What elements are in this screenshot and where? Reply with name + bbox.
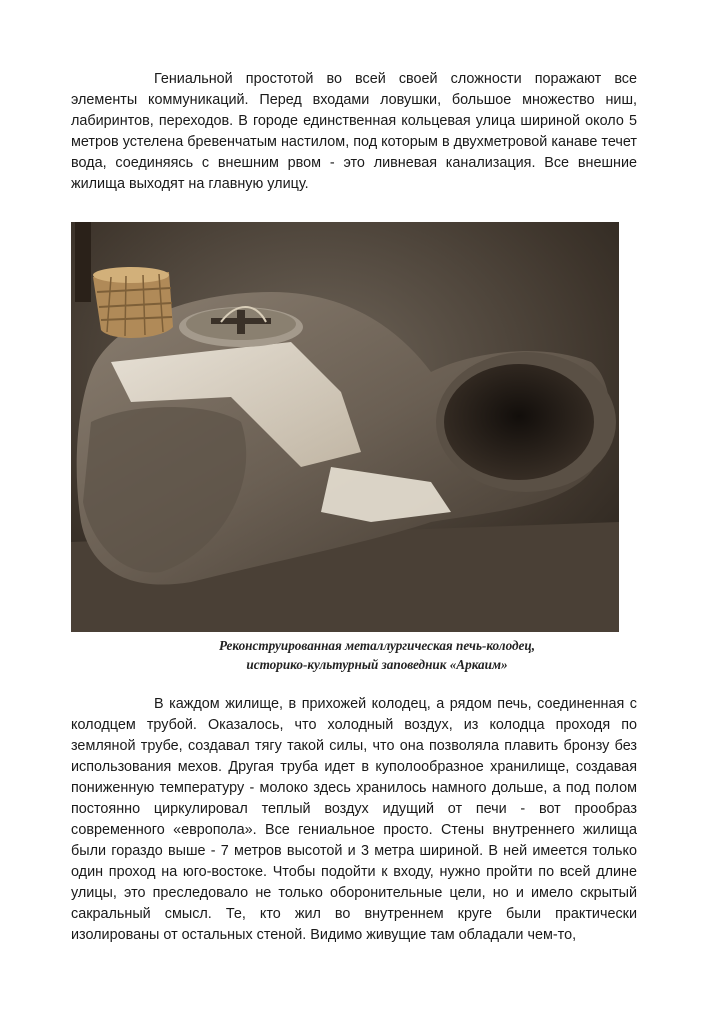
furnace-well-photo (71, 222, 619, 632)
paragraph-1: Гениальной простотой во всей своей сложности поражают все элементы коммуникаций. Перед входами ловушки, большое множество ниш, лабиринтов, переходов. В городе единственная кольцевая улица шириной около 5 метров устелена бревенчатым настилом, под которым в двухметровой канаве течет вода, соединяясь с внешним рвом - это ливневая канализация. Все внешние жилища выходят на главную улицу. (71, 71, 637, 192)
paragraph-2: В каждом жилище, в прихожей колодец, а рядом печь, соединенная с колодцем трубой. Оказалось, что холодный воздух, из колодца проходя по земляной трубе, создавал тягу такой силы, что она позволяла плавить бронзу без использования мехов. Другая труба идет в куполообразное хранилище, создавая пониженную температуру - молоко здесь хранилось намного дольше, а под полом постоянно циркулировал теплый воздух идущий от печи - вот прообраз современного «европола». Все гениальное просто. Стены внутреннего жилища были гораздо выше - 7 метров высотой и 3 метра шириной. В ней имеется только один проход на юго-востоке. Чтобы подойти к входу, нужно пройти по всей длине улицы, это преследовало не только оборонительные цели, но и имело скрытый сакральный смысл. Те, кто жил во внутреннем круге были практически изолированы от остальных стеной. Видимо живущие там обладали чем-то, (71, 696, 637, 943)
caption-line-1: Реконструированная металлургическая печь-колодец, (218, 638, 536, 653)
furnace-well-illustration (71, 222, 619, 632)
caption-line-2: историко-культурный заповедник «Аркаим» (246, 657, 508, 672)
figure-caption (71, 636, 683, 674)
